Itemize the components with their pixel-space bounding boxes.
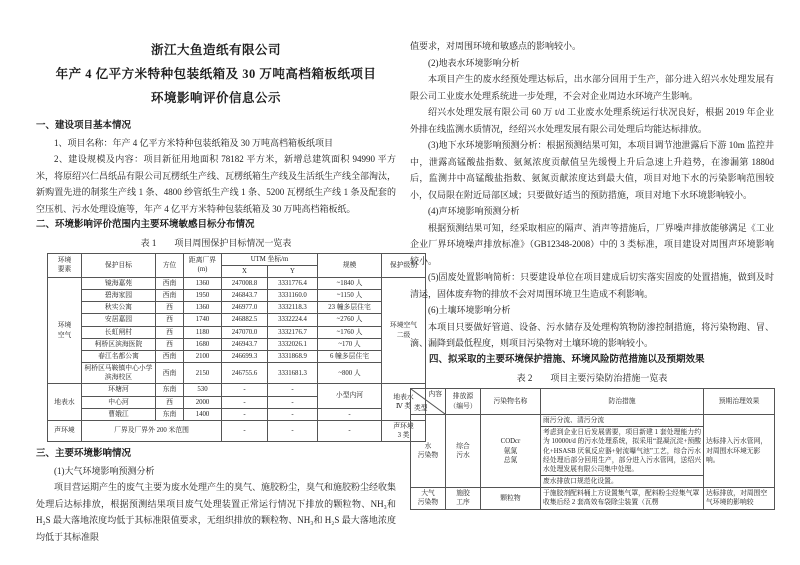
table-cell: 1180 <box>184 326 222 338</box>
table-cell: 春江名都公寓 <box>82 350 156 362</box>
table-cell: 246882.5 <box>222 314 268 326</box>
subsection-4-heading: (4)声环境影响预测分析 <box>428 206 520 216</box>
table-cell: 246843.7 <box>222 290 268 302</box>
table-cell: 西南 <box>156 277 184 289</box>
cell-air-level: 环境空气 二级 <box>382 277 426 384</box>
table-cell: ~1760 人 <box>318 326 382 338</box>
paragraph-wastewater-2: 绍兴水处理发展有限公司 60 万 t/d 工业废水处理系统运行状况良好，根据 2019 年企业外排在线监测水质情况，经绍兴水处理发展有限公司处理后均能达标排放。 <box>410 107 774 134</box>
table-header-distance: 距离厂界 (m) <box>184 253 222 277</box>
table-cell: 秋实公寓 <box>82 302 156 314</box>
table-cell: - <box>318 408 382 420</box>
table-cell: 碧海家园 <box>82 290 156 302</box>
table-cell: 西南 <box>156 363 184 384</box>
table-cell: 曹娥江 <box>82 408 156 420</box>
table-cell: 2000 <box>184 396 222 408</box>
table-cell: 东南 <box>156 408 184 420</box>
table-cell: 3331160.0 <box>268 290 318 302</box>
cell-water-measure-3: 废水排放口规范化设置。 <box>541 476 704 488</box>
table-cell: 西 <box>156 396 184 408</box>
table-cell: 环塘河 <box>82 384 156 396</box>
table-cell: 2100 <box>184 350 222 362</box>
table-header-source: 排放源 （编号） <box>446 389 481 415</box>
table1-caption: 表 1 项目周围保护目标情况一览表 <box>140 237 292 248</box>
table-cell: 530 <box>184 384 222 396</box>
cell-water-measure-1: 雨污分流、清污分流 <box>541 415 704 427</box>
table-row <box>48 253 426 265</box>
table-cell: 3331868.9 <box>268 350 318 362</box>
table-row <box>48 384 426 396</box>
cell-water-level: 地表水 Ⅳ 类 <box>382 384 426 421</box>
table-cell: 1400 <box>184 408 222 420</box>
table-header-utm: UTM 坐标/m <box>222 253 318 265</box>
table-cell: - <box>318 420 382 441</box>
section-2-heading: 二、环境影响评价范围内主要环境敏感目标分布情况 <box>36 220 255 230</box>
paragraph-noise: 根据预测结果可知，经采取相应的隔声、消声等措施后，厂界噪声排放能够满足《工业企业厂界环境噪声排放标准》（GB12348-2008）中的 3 类标准，项目建设对周围声环境影响较小。 <box>410 222 774 266</box>
table-cell: 1680 <box>184 338 222 350</box>
cell-air-pollutant: 颗粒物 <box>481 488 541 509</box>
table-row <box>48 350 426 362</box>
cell-water-pollutant-type: 水 污染物 <box>411 415 446 488</box>
table-cell: ~2760 人 <box>318 314 382 326</box>
table-header-env-element: 环境 要素 <box>48 253 82 277</box>
table-row <box>48 363 426 384</box>
document-title <box>36 38 396 110</box>
table-header-x: X <box>222 265 268 277</box>
table-row <box>411 488 775 509</box>
subsection-1-heading: (1)大气环境影响预测分析 <box>54 465 155 476</box>
paragraph-air-impact: 项目营运期产生的废气主要为废水处理产生的臭气、施胶粉尘，臭气和施胶粉尘经收集处理后达标排放，根据预测结果项目废气处理装置正常运行情况下排放的颗粒物、NH₃和 H₂S 最大落地浓度均低于其标准限值要求，无组织排放的颗粒物、NH₃和 H₂S 最大落地浓度均低于其标准限 <box>36 482 397 542</box>
table-cell: ~800 人 <box>318 363 382 384</box>
table-cell: 镜海嘉苑 <box>82 277 156 289</box>
table-row <box>411 389 775 415</box>
table-cell: 中心河 <box>82 396 156 408</box>
cell-noise-target: 厂界及厂界外 200 米范围 <box>82 420 222 441</box>
table-cell: 柯桥区马鞍镇中心小学滨海校区 <box>82 363 156 384</box>
table-row <box>411 415 775 427</box>
table-row <box>48 408 426 420</box>
table1-protection-targets <box>47 253 426 443</box>
cell-water-measure-2: 考虑到企业日后发展需要，项目新建 1 套处理能力约为 10000t/d 的污水处理系统，拟采用“混凝沉淀+预酸化+HSASB 厌氧反应器+射流曝气池”工艺，综合污水经处理后部分回用生产，部分进入污水管网，送绍兴水处理发展有限公司集中处理。 <box>541 427 704 476</box>
cell-air-pollutant-type: 大气 污染物 <box>411 488 446 509</box>
table-cell: 西南 <box>156 350 184 362</box>
paragraph-project-scale: 2、建设规模及内容：项目新征用地面积 78182 平方米，新增总建筑面积 94990 平方米，将原绍兴仁昌纸品有限公司瓦楞纸生产线、瓦楞纸箱生产线及生活纸生产线全部淘汰，新购置先进的制浆生产线 1 条、4800 纱管纸生产线 1 条、5200 瓦楞纸生产线 1 条及配套的空压机、污水处理设施等，年产 4 亿平方米特种包装纸箱及 30 万吨高档箱板纸。 <box>36 154 397 214</box>
table-cell: - <box>268 396 318 408</box>
section-3-heading: 三、主要环境影响情况 <box>36 449 132 460</box>
title-line-subject: 环境影响评价信息公示 <box>150 91 281 105</box>
table-cell: 3331681.3 <box>268 363 318 384</box>
table-header-measures: 防治措施 <box>541 389 704 415</box>
table-header-pollutant: 污染物名称 <box>481 389 541 415</box>
cell-water-scale: 小型内河 <box>318 384 382 408</box>
table-cell: 3332176.7 <box>268 326 318 338</box>
table-cell: 3332118.3 <box>268 302 318 314</box>
right-column <box>410 38 774 555</box>
cell-air-source: 施胶 工序 <box>446 488 481 509</box>
table-cell: 247070.0 <box>222 326 268 338</box>
table-cell: - <box>222 408 268 420</box>
table-cell: 246699.3 <box>222 350 268 362</box>
cell-water-pollutants: CODcr 氨氮 总氮 <box>481 415 541 488</box>
table-cell: ~170 人 <box>318 338 382 350</box>
table-cell: 1740 <box>184 314 222 326</box>
table-cell: 安居嘉园 <box>82 314 156 326</box>
table-cell: 23 幢多层住宅 <box>318 302 382 314</box>
cell-air-measure: 于施胶剂配料桶上方设置集气罩，配料粉尘经集气罩收集后经 2 套高效布袋除尘装置（瓦楞 <box>541 488 704 509</box>
table-cell: 247008.8 <box>222 277 268 289</box>
table-cell: 西 <box>156 338 184 350</box>
left-column <box>36 38 418 555</box>
subsection-2-heading: (2)地表水环境影响分析 <box>428 57 520 68</box>
cell-water-source: 综合 污水 <box>446 415 481 488</box>
table-cell: 3332224.4 <box>268 314 318 326</box>
table-cell: 西 <box>156 302 184 314</box>
table-cell: ~1840 人 <box>318 277 382 289</box>
cell-env-noise: 声环境 <box>48 420 82 441</box>
table-header-scale: 规模 <box>318 253 382 277</box>
paragraph-wastewater-1: 本项目产生的废水经预处理达标后，出水部分回用于生产，部分进入绍兴水处理发展有限公司工业废水处理系统进一步处理，不会对企业周边水环境产生影响。 <box>410 74 774 101</box>
table-cell: - <box>268 384 318 396</box>
table-row <box>48 314 426 326</box>
table-cell: - <box>268 408 318 420</box>
table-cell: 1950 <box>184 290 222 302</box>
title-line-company: 浙江大鱼造纸有限公司 <box>150 43 281 57</box>
cell-env-air: 环境 空气 <box>48 277 82 384</box>
table-cell: 3332026.1 <box>268 338 318 350</box>
cell-air-effect: 达标排放，对周围空气环境的影响较 <box>704 488 775 509</box>
section-1-heading: 一、建设项目基本情况 <box>36 121 132 131</box>
cell-noise-level: 声环境 3 类 <box>382 420 426 441</box>
cell-env-surface-water: 地表水 <box>48 384 82 421</box>
table-header-y: Y <box>268 265 318 277</box>
table-cell: 西南 <box>156 290 184 302</box>
cell-water-effect: 达标排入污水管网，对周围水环境无影响。 <box>704 415 775 488</box>
paragraph-project-name: 1、项目名称：年产 4 亿平方米特种包装纸箱及 30 万吨高档箱板纸项目 <box>54 137 334 148</box>
table-cell: - <box>222 396 268 408</box>
table-row <box>48 290 426 302</box>
table-cell: 2150 <box>184 363 222 384</box>
paragraph-groundwater: (3)地下水环境影响预测分析：根据预测结果可知，本项目调节池泄露后下游 10m 监控井中，泄露高锰酸盐指数、氨氮浓度贡献值呈先缓慢上升后急速上升趋势，在渗漏第 1880d 后，监测井中高锰酸盐指数、氨氮贡献浓度达到最大值，项目对地下水的污染影响范围较小，仅局限在附近局部区域；只要做好适当的预防措施，项目对地下水环境影响较小。 <box>410 140 774 200</box>
table-cell: 柯桥区滨海医院 <box>82 338 156 350</box>
table-row <box>48 420 426 441</box>
table2-caption: 表 2 项目主要污染防治措施一览表 <box>516 373 668 383</box>
table-row <box>48 277 426 289</box>
section-4-heading: 四、拟采取的主要环境保护措施、环境风险防范措施以及预期效果 <box>429 354 705 365</box>
table-cell: 西 <box>156 326 184 338</box>
table-cell: 3331776.4 <box>268 277 318 289</box>
table-header-effect: 预期治理效果 <box>704 389 775 415</box>
paragraph-soil: 本项目只要做好管道、设备、污水储存及处理构筑物防渗控制措施，将污染物跑、冒、滴、漏降到最低程度，则项目污染物对土壤环境的影响较小。 <box>410 321 774 348</box>
table-cell: 长虹闸村 <box>82 326 156 338</box>
table-cell: - <box>222 384 268 396</box>
title-line-project: 年产 4 亿平方米特种包装纸箱及 30 万吨高档箱板纸项目 <box>55 67 377 81</box>
table-row <box>48 302 426 314</box>
table-cell: - <box>222 420 268 441</box>
table-cell: 246943.7 <box>222 338 268 350</box>
table-header-direction: 方位 <box>156 253 184 277</box>
table-cell: - <box>268 420 318 441</box>
table-row <box>48 326 426 338</box>
table-cell: ~1150 人 <box>318 290 382 302</box>
paragraph-continuation: 值要求，对周围环境和敏感点的影响较小。 <box>410 41 582 51</box>
table-cell: 西 <box>156 314 184 326</box>
table-cell: 246755.6 <box>222 363 268 384</box>
subsection-6-heading: (6)土壤环境影响分析 <box>428 305 511 315</box>
table2-pollution-control-measures <box>410 388 775 510</box>
table-cell: 6 幢多层住宅 <box>318 350 382 362</box>
table-cell: 1360 <box>184 302 222 314</box>
table-cell: 东南 <box>156 384 184 396</box>
table-cell: 246977.0 <box>222 302 268 314</box>
table-header-level: 保护级别 <box>382 253 426 277</box>
table-header-target: 保护目标 <box>82 253 156 277</box>
table-cell: 1360 <box>184 277 222 289</box>
table-row <box>48 338 426 350</box>
table-header-content-type: 内容 类型 <box>411 389 446 415</box>
paragraph-solid-waste: (5)固废处置影响简析：只要建设单位在项目建成后切实落实固废的处置措施，做到及时清运，固体废弃物的排放不会对周围环境卫生造成不利影响。 <box>410 272 774 299</box>
